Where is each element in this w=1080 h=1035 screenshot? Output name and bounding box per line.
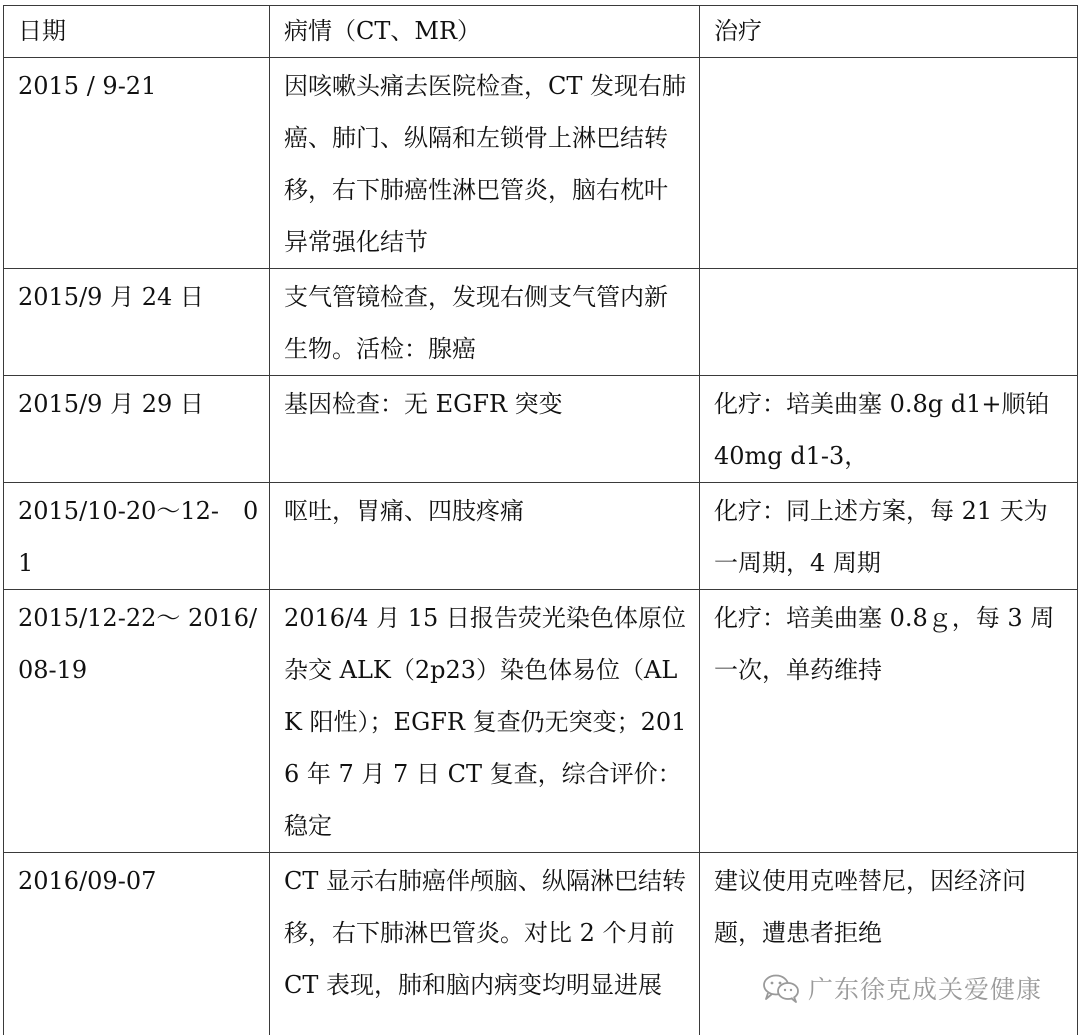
date-cell: 2016/09-07 — [4, 853, 270, 1035]
condition-cell: CT 显示右肺癌伴颅脑、纵隔淋巴结转移，右下肺淋巴管炎。对比 2 个月前 CT 表现，肺和脑内病变均明显进展 — [270, 853, 700, 1035]
condition-cell: 因咳嗽头痛去医院检查，CT 发现右肺癌、肺门、纵隔和左锁骨上淋巴结转移，右下肺癌性淋巴管炎，脑右枕叶异常强化结节 — [270, 58, 700, 269]
treatment-cell: 化疗：同上述方案，每 21 天为一周期，4 周期 — [700, 483, 1078, 590]
condition-cell: 支气管镜检查，发现右侧支气管内新生物。活检：腺癌 — [270, 269, 700, 376]
date-cell: 2015/9 月 29 日 — [4, 376, 270, 483]
treatment-cell: 建议使用克唑替尼，因经济问题，遭患者拒绝 — [700, 853, 1078, 1035]
treatment-cell: 化疗：培美曲塞 0.8g d1+顺铂 40mg d1-3， — [700, 376, 1078, 483]
date-cell: 2015 / 9-21 — [4, 58, 270, 269]
table-row — [4, 376, 1078, 483]
date-cell: 2015/9 月 24 日 — [4, 269, 270, 376]
condition-cell: 呕吐，胃痛、四肢疼痛 — [270, 483, 700, 590]
table-row — [4, 483, 1078, 590]
date-cell: 2015/12-22～ 2016/08-19 — [4, 590, 270, 853]
header-treatment: 治疗 — [700, 6, 1078, 58]
condition-cell: 2016/4 月 15 日报告荧光染色体原位杂交 ALK（2p23）染色体易位（ALK 阳性）；EGFR 复查仍无突变；2016 年 7 月 7 日 CT 复查，综合评价：稳定 — [270, 590, 700, 853]
date-cell: 2015/10-20～12- 01 — [4, 483, 270, 590]
table-row — [4, 590, 1078, 853]
header-date: 日期 — [4, 6, 270, 58]
table-row — [4, 58, 1078, 269]
watermark-text: 广东徐克成关爱健康 — [808, 975, 1043, 1004]
treatment-cell — [700, 58, 1078, 269]
treatment-record-table — [3, 5, 1078, 1035]
watermark — [758, 970, 1046, 1006]
table-row — [4, 853, 1078, 1035]
treatment-cell — [700, 269, 1078, 376]
header-condition: 病情（CT、MR） — [270, 6, 700, 58]
condition-cell: 基因检查：无 EGFR 突变 — [270, 376, 700, 483]
table-row — [4, 269, 1078, 376]
wechat-icon — [762, 973, 800, 1003]
table-header-row — [4, 6, 1078, 58]
treatment-cell: 化疗：培美曲塞 0.8ｇ，每 3 周一次，单药维持 — [700, 590, 1078, 853]
